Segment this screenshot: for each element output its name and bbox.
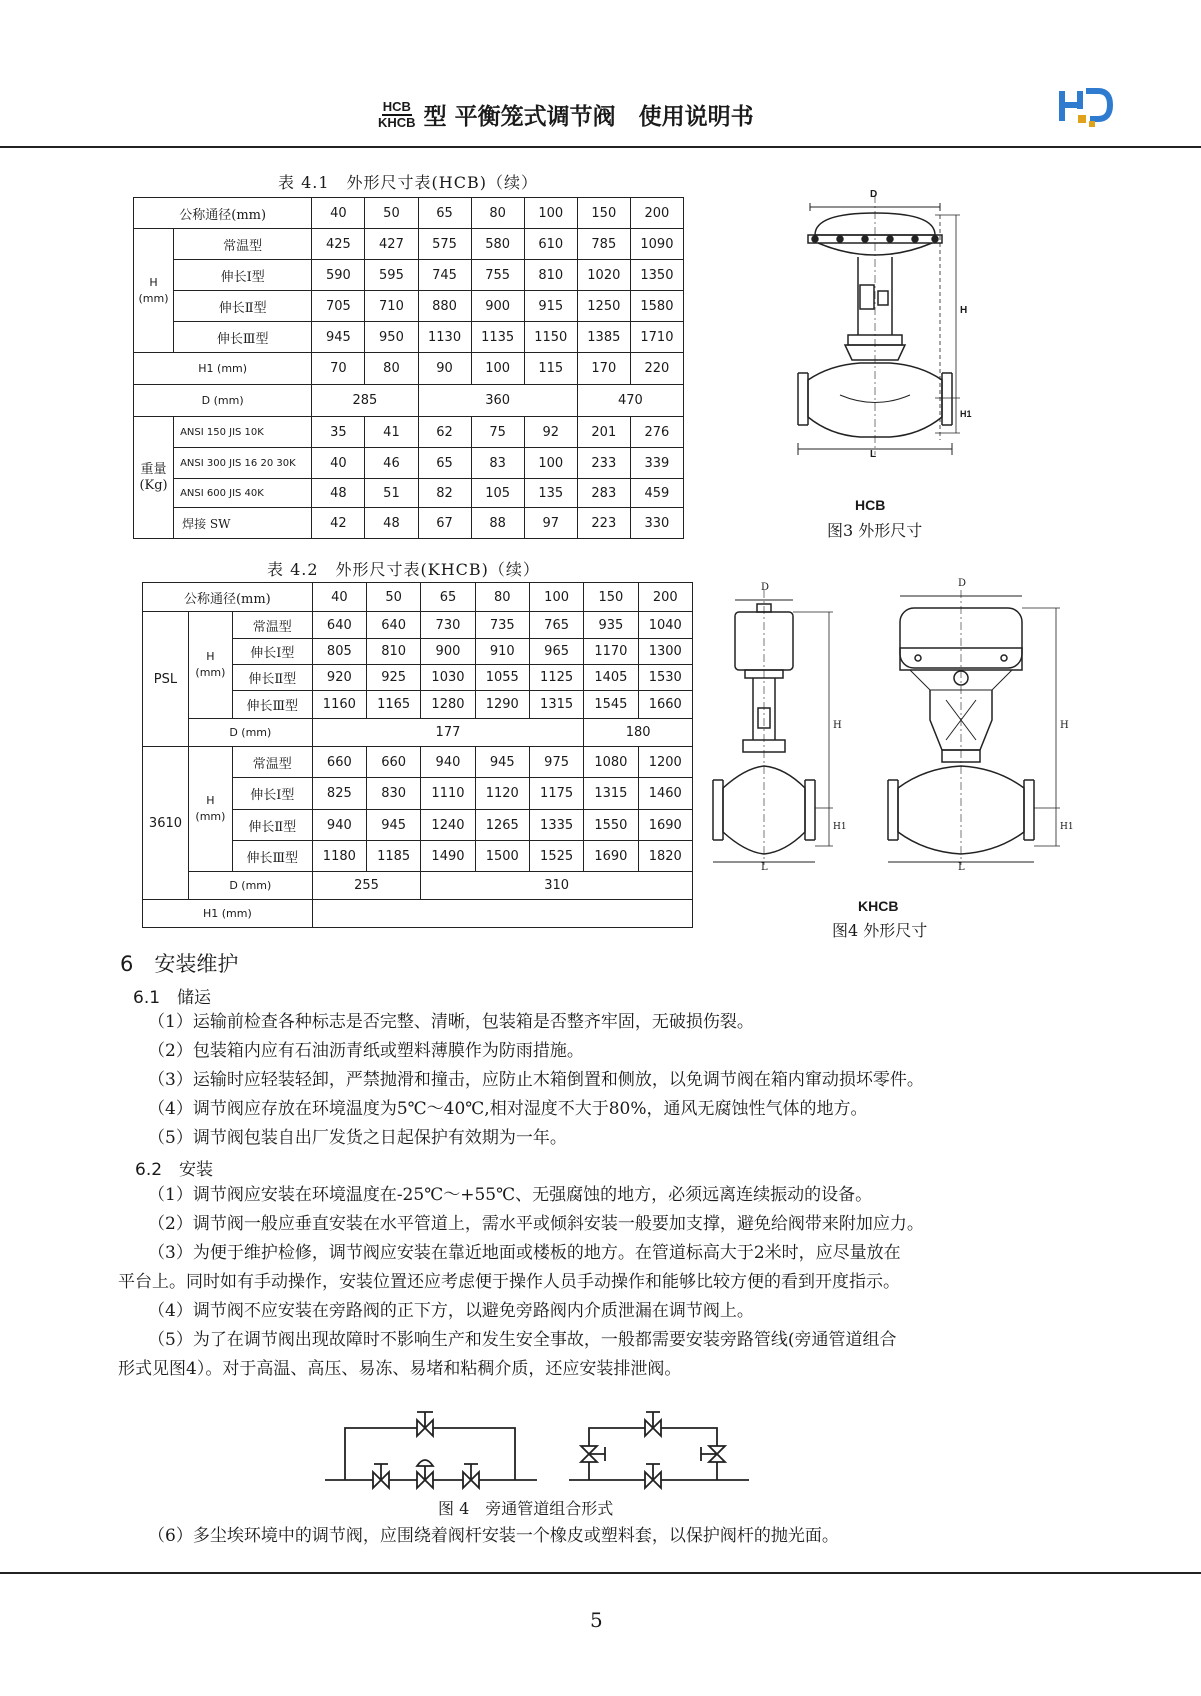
- s62-item: （5）为了在调节阀出现故障时不影响生产和发生安全事故，一般都需要安装旁路管线(旁通管道组合: [148, 1330, 897, 1350]
- dim-h1-label: H1: [1060, 822, 1074, 832]
- value-cell: 1580: [630, 291, 683, 322]
- s61-item: （4）调节阀应存放在环境温度为5℃～40℃,相对湿度不大于80%，通风无腐蚀性气体的地方。: [148, 1099, 868, 1119]
- dim-d-label: D: [958, 578, 967, 589]
- value-cell: 945: [367, 810, 421, 841]
- khcb-outline-drawing-left: [705, 582, 855, 894]
- value-cell: 1135: [471, 322, 524, 353]
- value-cell: 1530: [638, 665, 692, 691]
- value-cell: 1545: [584, 691, 638, 719]
- value-cell: 1820: [638, 841, 692, 872]
- value-cell: 1120: [475, 778, 529, 810]
- value-cell: 1335: [529, 810, 583, 841]
- dn-cell: 150: [584, 583, 638, 612]
- value-cell: 1490: [421, 841, 475, 872]
- model-fraction: [378, 100, 416, 130]
- value-cell: 82: [418, 479, 471, 508]
- value-cell: 41: [365, 417, 418, 448]
- value-cell: 92: [524, 417, 577, 448]
- s61-item: （3）运输时应轻装轻卸，严禁抛滑和撞击，应防止木箱倒置和侧放，以免调节阀在箱内窜动损坏零件。: [148, 1070, 924, 1090]
- header-title: 型 平衡笼式调节阀 使用说明书: [423, 104, 754, 130]
- value-cell: 70: [312, 353, 365, 385]
- dn-cell: 50: [365, 198, 418, 229]
- value-cell: 170: [577, 353, 630, 385]
- h-label: H (mm): [188, 612, 232, 719]
- value-cell: 1690: [584, 841, 638, 872]
- value-cell: 1170: [584, 639, 638, 665]
- value-cell: 330: [630, 508, 683, 539]
- s62-item: （2）调节阀一般应垂直安装在水平管道上，需水平或倾斜安装一般要加支撑，避免给阀带来附加应力。: [148, 1214, 924, 1234]
- header-rule: [0, 146, 1201, 148]
- value-cell: 745: [418, 260, 471, 291]
- row-label: 伸长Ⅱ型: [232, 665, 312, 691]
- dim-d-label: D: [870, 189, 878, 200]
- dim-l-label: L: [870, 449, 877, 460]
- value-cell: 590: [312, 260, 365, 291]
- value-cell: 830: [367, 778, 421, 810]
- value-cell: 90: [418, 353, 471, 385]
- value-cell: 459: [630, 479, 683, 508]
- dn-cell: 150: [577, 198, 630, 229]
- dn-cell: 40: [312, 583, 366, 612]
- value-cell: 1160: [312, 691, 366, 719]
- h1-label: H1 (mm): [143, 900, 313, 928]
- value-cell: 945: [475, 747, 529, 778]
- s61-item: （5）调节阀包装自出厂发货之日起保护有效期为一年。: [148, 1128, 567, 1148]
- value-cell: 810: [524, 260, 577, 291]
- section62-title: 6.2 安装: [135, 1160, 214, 1180]
- khcb-outline-drawing-right: [880, 578, 1074, 894]
- row-label: 伸长Ⅲ型: [232, 841, 312, 872]
- value-cell: 1040: [638, 612, 692, 639]
- value-cell: 233: [577, 448, 630, 479]
- value-cell: 75: [471, 417, 524, 448]
- value-cell: 1200: [638, 747, 692, 778]
- value-cell: 1300: [638, 639, 692, 665]
- value-cell: 310: [421, 872, 693, 900]
- hcb-outline-drawing: [790, 189, 972, 499]
- s62-item: （3）为便于维护检修，调节阀应安装在靠近地面或楼板的地方。在管道标高大于2米时，应尽量放在: [148, 1243, 901, 1263]
- value-cell: 201: [577, 417, 630, 448]
- value-cell: 975: [529, 747, 583, 778]
- table-hcb-dimensions: [133, 197, 684, 539]
- document-header: [378, 98, 754, 131]
- value-cell: 1500: [475, 841, 529, 872]
- value-cell: 785: [577, 229, 630, 260]
- dim-d-label: D: [761, 582, 770, 593]
- value-cell: 950: [365, 322, 418, 353]
- dim-h-label: H: [1060, 720, 1069, 731]
- value-cell: 1405: [584, 665, 638, 691]
- value-cell: 1030: [421, 665, 475, 691]
- value-cell: 935: [584, 612, 638, 639]
- value-cell: 220: [630, 353, 683, 385]
- value-cell: 1080: [584, 747, 638, 778]
- value-cell: 640: [312, 612, 366, 639]
- value-cell: 48: [312, 479, 365, 508]
- row-label: 伸长I型: [232, 639, 312, 665]
- dn-cell: 50: [367, 583, 421, 612]
- row-label: 伸长Ⅱ型: [174, 291, 312, 322]
- s62-item-6: （6）多尘埃环境中的调节阀，应围绕着阀杆安装一个橡皮或塑料套，以保护阀杆的抛光面。: [148, 1526, 839, 1546]
- value-cell: 470: [577, 385, 683, 417]
- value-cell: 880: [418, 291, 471, 322]
- bypass-caption: 图 4 旁通管道组合形式: [438, 1499, 614, 1518]
- value-cell: 339: [630, 448, 683, 479]
- a3610-label: 3610: [143, 747, 189, 900]
- value-cell: 920: [312, 665, 366, 691]
- fig4-caption: 图4 外形尺寸: [832, 921, 928, 940]
- value-cell: 83: [471, 448, 524, 479]
- value-cell: 610: [524, 229, 577, 260]
- model-bottom: KHCB: [378, 114, 416, 130]
- page-number: 5: [590, 1608, 603, 1632]
- value-cell: 35: [312, 417, 365, 448]
- value-cell: 1175: [529, 778, 583, 810]
- footer-rule: [0, 1572, 1201, 1574]
- value-cell: 1290: [475, 691, 529, 719]
- value-cell: 65: [418, 448, 471, 479]
- value-cell: 100: [471, 353, 524, 385]
- dim-h1-label: H1: [833, 822, 847, 832]
- value-cell: 1550: [584, 810, 638, 841]
- value-cell: 51: [365, 479, 418, 508]
- value-cell: 660: [312, 747, 366, 778]
- row-label: ANSI 600 JIS 40K: [174, 479, 312, 508]
- value-cell: 1315: [584, 778, 638, 810]
- value-cell: 705: [312, 291, 365, 322]
- value-cell: 1460: [638, 778, 692, 810]
- row-label: 焊接 SW: [174, 508, 312, 539]
- dn-cell: 100: [529, 583, 583, 612]
- value-cell: 1165: [367, 691, 421, 719]
- row-label: ANSI 300 JIS 16 20 30K: [174, 448, 312, 479]
- fig3-name: HCB: [855, 497, 886, 513]
- value-cell: 945: [312, 322, 365, 353]
- bypass-piping-diagram: [325, 1398, 755, 1512]
- value-cell: 660: [367, 747, 421, 778]
- value-cell: 177: [312, 719, 584, 747]
- dim-h-label: H: [960, 305, 968, 316]
- a3610-d-label: D (mm): [188, 872, 312, 900]
- dn-label: 公称通径(mm): [134, 198, 312, 229]
- value-cell: 1525: [529, 841, 583, 872]
- value-cell: 1690: [638, 810, 692, 841]
- h1-empty-cell: [312, 900, 692, 928]
- value-cell: 900: [421, 639, 475, 665]
- section61-title: 6.1 储运: [133, 988, 212, 1008]
- s62-item: 形式见图4）。对于高温、高压、易冻、易堵和粘稠介质，还应安装排泄阀。: [118, 1359, 682, 1379]
- company-logo-icon: [1058, 85, 1114, 133]
- dim-h-label: H: [833, 720, 842, 731]
- value-cell: 100: [524, 448, 577, 479]
- row-label: 常温型: [174, 229, 312, 260]
- value-cell: 925: [367, 665, 421, 691]
- s62-item: （1）调节阀应安装在环境温度在-25℃～+55℃、无强腐蚀的地方，必须远离连续振动的设备。: [148, 1185, 873, 1205]
- table-khcb-dimensions: [142, 582, 693, 928]
- row-label: 伸长Ⅲ型: [174, 322, 312, 353]
- row-label: 伸长Ⅲ型: [232, 691, 312, 719]
- value-cell: 67: [418, 508, 471, 539]
- dim-h1-label: H1: [960, 409, 972, 419]
- value-cell: 427: [365, 229, 418, 260]
- value-cell: 62: [418, 417, 471, 448]
- value-cell: 180: [584, 719, 693, 747]
- dim-l-label: L: [761, 862, 768, 873]
- value-cell: 640: [367, 612, 421, 639]
- s61-item: （1）运输前检查各种标志是否完整、清晰，包装箱是否整齐牢固，无破损伤裂。: [148, 1012, 754, 1032]
- value-cell: 580: [471, 229, 524, 260]
- value-cell: 710: [365, 291, 418, 322]
- value-cell: 1240: [421, 810, 475, 841]
- value-cell: 1090: [630, 229, 683, 260]
- value-cell: 46: [365, 448, 418, 479]
- dn-cell: 80: [471, 198, 524, 229]
- value-cell: 1110: [421, 778, 475, 810]
- row-label: 常温型: [232, 612, 312, 639]
- value-cell: 825: [312, 778, 366, 810]
- value-cell: 900: [471, 291, 524, 322]
- value-cell: 48: [365, 508, 418, 539]
- value-cell: 1385: [577, 322, 630, 353]
- value-cell: 1280: [421, 691, 475, 719]
- value-cell: 810: [367, 639, 421, 665]
- row-label: ANSI 150 JIS 10K: [174, 417, 312, 448]
- value-cell: 1250: [577, 291, 630, 322]
- value-cell: 965: [529, 639, 583, 665]
- row-label: 伸长Ⅱ型: [232, 810, 312, 841]
- value-cell: 283: [577, 479, 630, 508]
- value-cell: 805: [312, 639, 366, 665]
- value-cell: 575: [418, 229, 471, 260]
- value-cell: 255: [312, 872, 421, 900]
- value-cell: 1125: [529, 665, 583, 691]
- value-cell: 1710: [630, 322, 683, 353]
- value-cell: 1055: [475, 665, 529, 691]
- value-cell: 765: [529, 612, 583, 639]
- value-cell: 1185: [367, 841, 421, 872]
- h-group-label: H (mm): [134, 229, 174, 353]
- dn-label: 公称通径(mm): [143, 583, 313, 612]
- h-label: H (mm): [188, 747, 232, 872]
- table2-caption: 表 4.2 外形尺寸表(KHCB)（续）: [267, 560, 540, 579]
- value-cell: 40: [312, 448, 365, 479]
- section6-title: 6 安装维护: [120, 952, 239, 976]
- model-top: HCB: [382, 98, 411, 114]
- dn-cell: 65: [418, 198, 471, 229]
- s62-item: 平台上。同时如有手动操作，安装位置还应考虑便于操作人员手动操作和能够比较方便的看到开度指示。: [118, 1272, 900, 1292]
- value-cell: 276: [630, 417, 683, 448]
- value-cell: 115: [524, 353, 577, 385]
- dn-cell: 40: [312, 198, 365, 229]
- dn-cell: 65: [421, 583, 475, 612]
- value-cell: 80: [365, 353, 418, 385]
- value-cell: 223: [577, 508, 630, 539]
- dn-cell: 100: [524, 198, 577, 229]
- value-cell: 425: [312, 229, 365, 260]
- dn-cell: 200: [638, 583, 692, 612]
- psl-label: PSL: [143, 612, 189, 747]
- fig4-name: KHCB: [858, 898, 899, 914]
- row-label: 常温型: [232, 747, 312, 778]
- dim-l-label: L: [958, 862, 965, 873]
- row-label: 伸长I型: [232, 778, 312, 810]
- h1-label: H1 (mm): [134, 353, 312, 385]
- table1-caption: 表 4.1 外形尺寸表(HCB)（续）: [278, 173, 538, 192]
- s61-item: （2）包装箱内应有石油沥青纸或塑料薄膜作为防雨措施。: [148, 1041, 584, 1061]
- value-cell: 42: [312, 508, 365, 539]
- value-cell: 1130: [418, 322, 471, 353]
- weight-group-label: 重量 (Kg): [134, 417, 174, 539]
- value-cell: 360: [418, 385, 577, 417]
- value-cell: 755: [471, 260, 524, 291]
- fig3-caption: 图3 外形尺寸: [827, 521, 923, 540]
- value-cell: 915: [524, 291, 577, 322]
- value-cell: 730: [421, 612, 475, 639]
- value-cell: 910: [475, 639, 529, 665]
- value-cell: 1180: [312, 841, 366, 872]
- value-cell: 88: [471, 508, 524, 539]
- value-cell: 1660: [638, 691, 692, 719]
- value-cell: 1150: [524, 322, 577, 353]
- value-cell: 1350: [630, 260, 683, 291]
- s62-item: （4）调节阀不应安装在旁路阀的正下方，以避免旁路阀内介质泄漏在调节阀上。: [148, 1301, 754, 1321]
- value-cell: 135: [524, 479, 577, 508]
- dn-cell: 80: [475, 583, 529, 612]
- dn-cell: 200: [630, 198, 683, 229]
- value-cell: 1315: [529, 691, 583, 719]
- row-label: 伸长I型: [174, 260, 312, 291]
- value-cell: 97: [524, 508, 577, 539]
- value-cell: 285: [312, 385, 418, 417]
- d-label: D (mm): [134, 385, 312, 417]
- value-cell: 940: [421, 747, 475, 778]
- value-cell: 1265: [475, 810, 529, 841]
- value-cell: 1020: [577, 260, 630, 291]
- value-cell: 595: [365, 260, 418, 291]
- value-cell: 105: [471, 479, 524, 508]
- value-cell: 735: [475, 612, 529, 639]
- value-cell: 940: [312, 810, 366, 841]
- psl-d-label: D (mm): [188, 719, 312, 747]
